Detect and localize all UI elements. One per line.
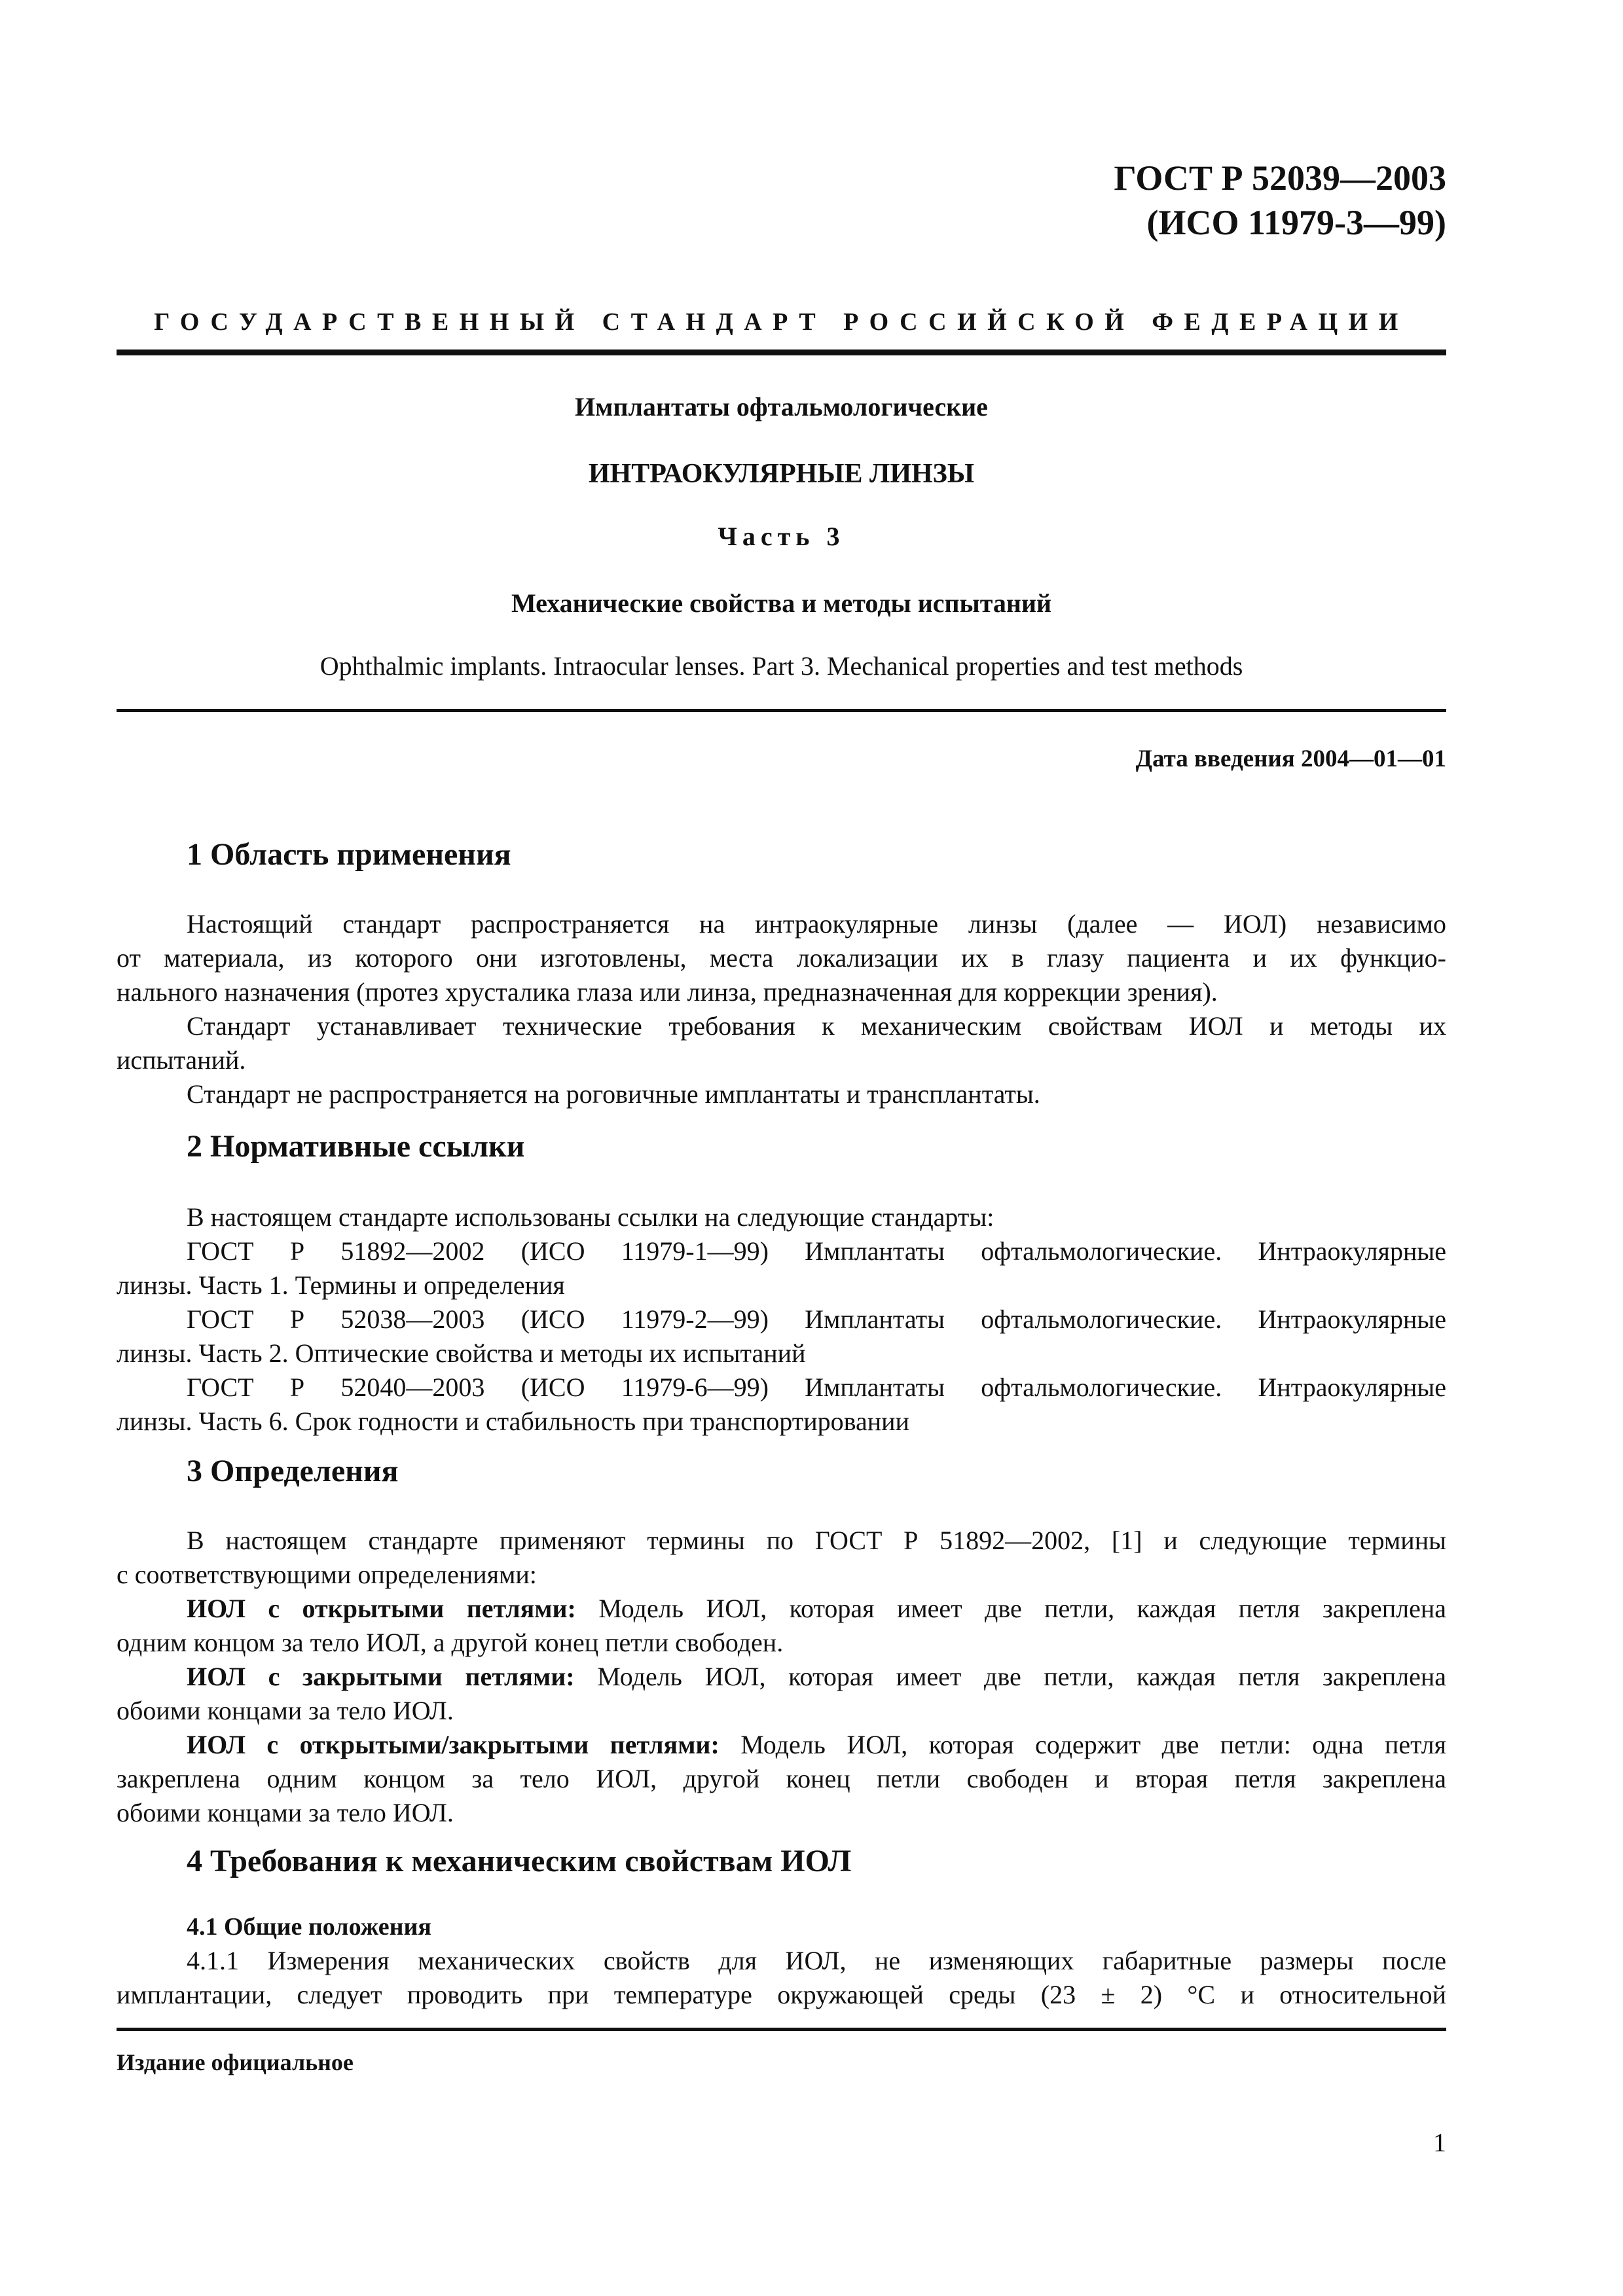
official-edition-label: Издание официальное [117,2049,354,2075]
section-2-body [117,1200,1446,1439]
definition-line [117,1660,1446,1694]
definition-term: ИОЛ с закрытыми петлями: [187,1662,575,1691]
section-4-body [117,1910,1446,2012]
definition-term: ИОЛ с открытыми петлями: [187,1594,576,1623]
header-rule [117,350,1446,355]
text-line: Стандарт не распространяется на роговичные имплантаты и трансплантаты. [187,1079,1040,1109]
definition-text: Модель ИОЛ, которая имеет две петли, каждая петля закреплена [575,1594,1446,1623]
text-line: обоими концами за тело ИОЛ. [117,1696,454,1725]
english-title: Ophthalmic implants. Intraocular lenses. Part 3. Mechanical properties and test methods [319,651,1243,681]
section-1-heading: 1 Область применения [187,837,511,872]
text-line: ГОСТ Р 52038—2003 (ИСО 11979-2—99) Имплантаты офтальмологические. Интраокулярные [187,1304,1446,1334]
text-line: В настоящем стандарте использованы ссылки на следующие стандарты: [187,1202,994,1232]
text-line: 4.1.1 Измерения механических свойств для ИОЛ, не изменяющих габаритные размеры после [187,1946,1446,1975]
footer-rule [117,2028,1446,2031]
text-line: Стандарт устанавливает технические требования к механическим свойствам ИОЛ и методы их [187,1011,1446,1041]
definition-line [117,1592,1446,1626]
text-line: имплантации, следует проводить при температуре окружающей среды (23 ± 2) °С и относительной [117,1980,1446,2009]
text-line: линзы. Часть 6. Срок годности и стабильность при транспортировании [117,1407,909,1436]
text-line: одним концом за тело ИОЛ, а другой конец петли свободен. [117,1628,784,1657]
group-title: Имплантаты офтальмологические [575,392,988,422]
iso-number: (ИСО 11979-3—99) [1146,203,1446,242]
subtitle: Механические свойства и методы испытаний [511,588,1052,618]
effective-date: Дата введения 2004—01—01 [1135,745,1446,772]
definition-term: ИОЛ с открытыми/закрытыми петлями: [187,1730,720,1759]
text-line: линзы. Часть 1. Термины и определения [117,1270,565,1300]
document-number [1114,156,1446,245]
text-line: ГОСТ Р 52040—2003 (ИСО 11979-6—99) Имплантаты офтальмологические. Интраокулярные [187,1372,1446,1402]
part-title: Часть 3 [718,522,845,551]
section-2-heading: 2 Нормативные ссылки [187,1129,525,1164]
gost-number: ГОСТ Р 52039—2003 [1114,158,1446,198]
text-line: линзы. Часть 2. Оптические свойства и методы их испытаний [117,1338,806,1368]
text-line: ГОСТ Р 51892—2002 (ИСО 11979-1—99) Имплантаты офтальмологические. Интраокулярные [187,1236,1446,1266]
definition-text: Модель ИОЛ, которая содержит две петли: одна петля [719,1730,1447,1759]
text-line: Настоящий стандарт распространяется на интраокулярные линзы (далее — ИОЛ) независимо [187,909,1446,939]
section-3-body [117,1524,1446,1830]
definition-line [117,1728,1446,1762]
text-line: В настоящем стандарте применяют термины по ГОСТ Р 51892—2002, [1] и следующие термины [187,1526,1446,1555]
main-title: ИНТРАОКУЛЯРНЫЕ ЛИНЗЫ [588,459,975,489]
section-1-body [117,907,1446,1111]
page-number: 1 [1433,2128,1446,2157]
section-4-heading: 4 Требования к механическим свойствам ИОЛ [187,1844,852,1878]
text-line: от материала, из которого они изготовлены, места локализации их в глазу пациента и их функцио- [117,943,1446,973]
subsection-heading: 4.1 Общие положения [187,1913,431,1941]
text-line: нального назначения (протез хрусталика глаза или линза, предназначенная для коррекции зрения). [117,977,1218,1007]
text-line: с соответствующими определениями: [117,1560,537,1589]
section-3-heading: 3 Определения [187,1454,399,1488]
state-standard-title: ГОСУДАРСТВЕННЫЙ СТАНДАРТ РОССИЙСКОЙ ФЕДЕРАЦИИ [154,308,1409,336]
text-line: закреплена одним концом за тело ИОЛ, другой конец петли свободен и вторая петля закреплена [117,1764,1446,1793]
definition-text: Модель ИОЛ, которая имеет две петли, каждая петля закреплена [574,1662,1446,1691]
title-rule [117,709,1446,712]
text-line: испытаний. [117,1045,246,1075]
text-line: обоими концами за тело ИОЛ. [117,1798,454,1827]
